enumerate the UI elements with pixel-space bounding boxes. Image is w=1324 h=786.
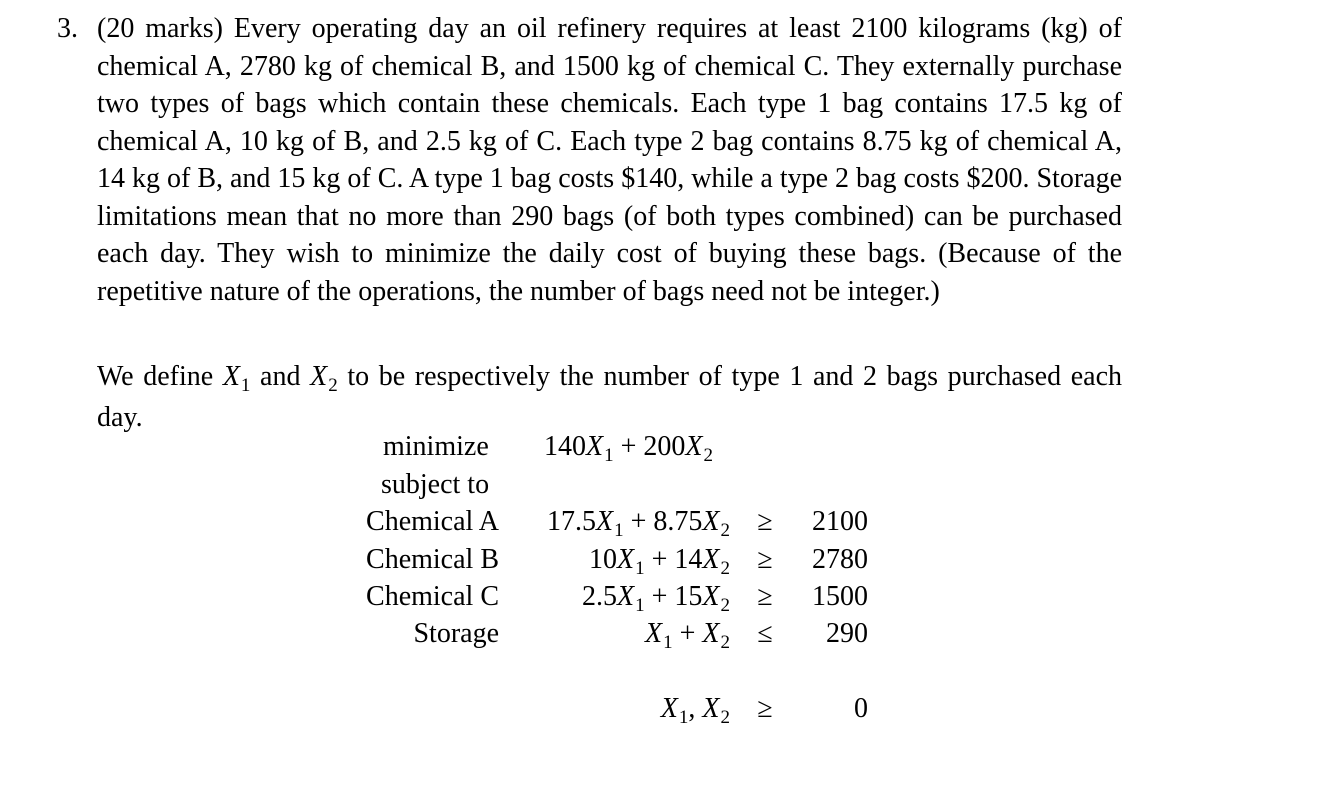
var-x2: $X_2$	[310, 361, 338, 396]
nonnegativity-rhs: 0	[854, 693, 868, 724]
objective-label: minimize	[383, 431, 489, 462]
definition-after: to be respectively the number of type 1 and 2 bags purchased each day.	[97, 361, 1122, 433]
constraint-rhs-c: 1500	[812, 581, 868, 612]
problem-statement: (20 marks) Every operating day an oil refinery requires at least 2100 kilograms (kg) of chemical A, 2780 kg of chemical B, and 1500 kg of chemical C. They externally purchase two types of bags which contain these chemicals. Each type 1 bag contains 17.5 kg of chemical A, 10 kg of B, and 2.5 kg of C. Each type 2 bag contains 8.75 kg of chemical A, 14 kg of B, and 15 kg of C. A type 1 bag costs $140, while a type 2 bag costs $200. Storage limitations mean that no more than 290 bags (of both types combined) can be purchased each day. They wish to minimize the daily cost of buying these bags. (Because of the repetitive nature of the operations, the number of bags need not be integer.)	[97, 13, 1122, 307]
definition-middle: and	[250, 361, 311, 392]
nonnegativity-relation: ≥	[757, 693, 773, 724]
var-x1: $X_1$	[222, 361, 251, 396]
constraint-relation-storage: ≤	[757, 618, 773, 649]
definition-before: We define	[97, 361, 223, 392]
constraint-expression-a: $17.5X_1 + 8.75X_2$	[546, 506, 730, 541]
constraint-label-b: Chemical B	[366, 544, 499, 575]
constraint-relation-b: ≥	[757, 544, 773, 575]
nonnegativity-variables: $X_1$, $X_2$	[660, 693, 730, 728]
constraint-label-c: Chemical C	[366, 581, 499, 612]
subject-to-label: subject to	[381, 469, 490, 500]
constraint-relation-a: ≥	[757, 506, 773, 537]
constraint-expression-c: $2.5X_1 + 15X_2$	[581, 581, 730, 616]
constraint-expression-storage: $X_1 + X_2$	[644, 618, 730, 653]
constraint-rhs-b: 2780	[812, 544, 868, 575]
constraint-relation-c: ≥	[757, 581, 773, 612]
constraint-label-storage: Storage	[413, 618, 499, 649]
constraint-rhs-a: 2100	[812, 506, 868, 537]
constraint-rhs-storage: 290	[826, 618, 868, 649]
constraint-expression-b: $10X_1 + 14X_2$	[588, 544, 730, 579]
question-number: 3.	[57, 13, 78, 44]
objective-expression: $140X_1 + 200X_2$	[544, 431, 714, 466]
constraint-label-a: Chemical A	[366, 506, 499, 537]
